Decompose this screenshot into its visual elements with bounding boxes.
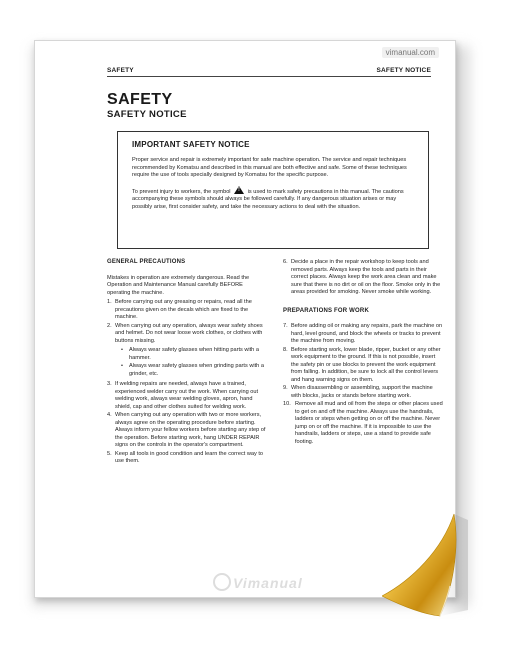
notice-paragraph-2-start: To prevent injury to workers, the symbol [132, 188, 231, 195]
general-precautions-list-continued [283, 259, 443, 297]
item-text-body: When carrying out any operation, always wear safety shoes and helmet. Do not wear loose work clothes, or clothes with buttons missing. [115, 322, 263, 344]
page-subtitle: SAFETY NOTICE [107, 109, 187, 120]
running-header [107, 67, 431, 77]
item-text [115, 323, 267, 381]
bullet-list [115, 347, 267, 378]
list-item [107, 323, 267, 381]
item-number: 9. [283, 385, 288, 391]
notice-paragraph-1: Proper service and repair is extremely important for safe machine operation. The service and repair techniques recommended by Komatsu and described in this manual are both effective and safe. Some of these techniques require the use of tools specially designed by Komatsu for the specific purpose. [132, 157, 407, 179]
item-number: 6. [283, 259, 288, 265]
item-text: Keep all tools in good condition and learn the correct way to use them. [115, 450, 264, 464]
list-item [107, 381, 267, 411]
item-number: 5. [107, 450, 112, 457]
item-text: When disassembling or assembling, support the machine with blocks, jacks or stands before starting work. [291, 385, 433, 399]
spacer [283, 298, 443, 308]
item-text: When carrying out any operation with two or more workers, always agree on the operating procedure before starting. Always inform your fellow workers before starting any step of the operation. Before starting work, hang UNDER REPAIR signs on the controls in the operator's compartment. [115, 412, 266, 448]
bullet-text: Always wear safety glasses when grinding parts with a grinder, etc. [129, 363, 264, 377]
running-header-right: SAFETY NOTICE [376, 67, 431, 74]
watermark-logo [213, 573, 303, 591]
logo-ring-icon [213, 573, 231, 591]
general-precautions-list [107, 299, 267, 466]
notice-paragraph-2-end: is used to mark safety precautions in this manual. The cautions accompanying these symbols should always be followed carefully. If any dangerous situation arises or may possibly arise, first consider safety, and take the necessary actions to deal with the situation. [132, 188, 404, 210]
item-number: 4. [107, 412, 112, 418]
bullet-item [121, 347, 267, 362]
important-safety-notice-box [117, 131, 429, 249]
list-item [107, 299, 267, 322]
notice-title: IMPORTANT SAFETY NOTICE [132, 140, 250, 149]
left-column [107, 259, 267, 467]
notice-paragraph-2 [132, 186, 416, 212]
preparations-heading: PREPARATIONS FOR WORK [283, 307, 369, 314]
right-column [283, 259, 443, 447]
item-number: 2. [107, 322, 112, 329]
item-text: Decide a place in the repair workshop to keep tools and removed parts. Always keep the tools and parts in their correct places. Always keep the work area clean and make sure that there is no dirt or oil on the floor. Smoke only in the areas provided for smoking. Never smoke while working. [291, 259, 441, 295]
list-item [283, 385, 443, 400]
item-text: If welding repairs are needed, always have a trained, experienced welder carry out the work. When carrying out welding work, always wear welding gloves, apron, hand shield, cap and other clothes suited for welding work. [115, 381, 259, 410]
warning-triangle-icon [234, 186, 244, 194]
page-curl-icon [382, 510, 472, 620]
item-number: 1. [107, 299, 112, 305]
bullet-icon: • [121, 363, 123, 369]
item-text: Remove all mud and oil from the steps or other places used to get on and off the machine. Always use the handrails, ladders or steps when getting on or off the machine. Never jump on or off the machine. If it is impossible to use the handrails, ladders or steps, use a stand to provide safe footing. [295, 401, 443, 445]
title-block [107, 91, 187, 120]
page-title: SAFETY [107, 91, 173, 108]
preparations-list [283, 323, 443, 446]
item-text: Before starting work, lower blade, ripper, bucket or any other work equipment to the ground. If this is not possible, insert the safety pin or use blocks to prevent the work equipment from falling. In addition, be sure to lock all the control levers and hang warning signs on them. [291, 346, 441, 383]
item-text: Before adding oil or making any repairs, park the machine on hard, level ground, and block the wheels or tracks to prevent the machine from moving. [291, 323, 443, 344]
running-header-left: SAFETY [107, 67, 134, 74]
bullet-item [121, 363, 267, 378]
bullet-icon: • [121, 347, 123, 353]
general-precautions-heading: GENERAL PRECAUTIONS [107, 259, 186, 265]
item-text: Before carrying out any greasing or repairs, read all the precautions given on the decals which are fixed to the machine. [115, 299, 252, 320]
list-item [107, 451, 267, 466]
general-intro: Mistakes in operation are extremely dangerous. Read the Operation and Maintenance Manual carefully BEFORE operating the machine. [107, 274, 250, 296]
watermark-url: vimanual.com [382, 47, 439, 58]
item-number: 7. [283, 323, 288, 329]
list-item [283, 347, 443, 385]
list-item [283, 259, 443, 297]
item-number: 3. [107, 381, 112, 387]
list-item [107, 412, 267, 450]
list-item [283, 323, 443, 346]
list-item [283, 401, 443, 446]
bullet-text: Always wear safety glasses when hitting parts with a hammer. [129, 347, 259, 361]
item-number: 10. [283, 401, 291, 407]
item-number: 8. [283, 346, 288, 353]
logo-text: Vimanual [233, 575, 303, 591]
